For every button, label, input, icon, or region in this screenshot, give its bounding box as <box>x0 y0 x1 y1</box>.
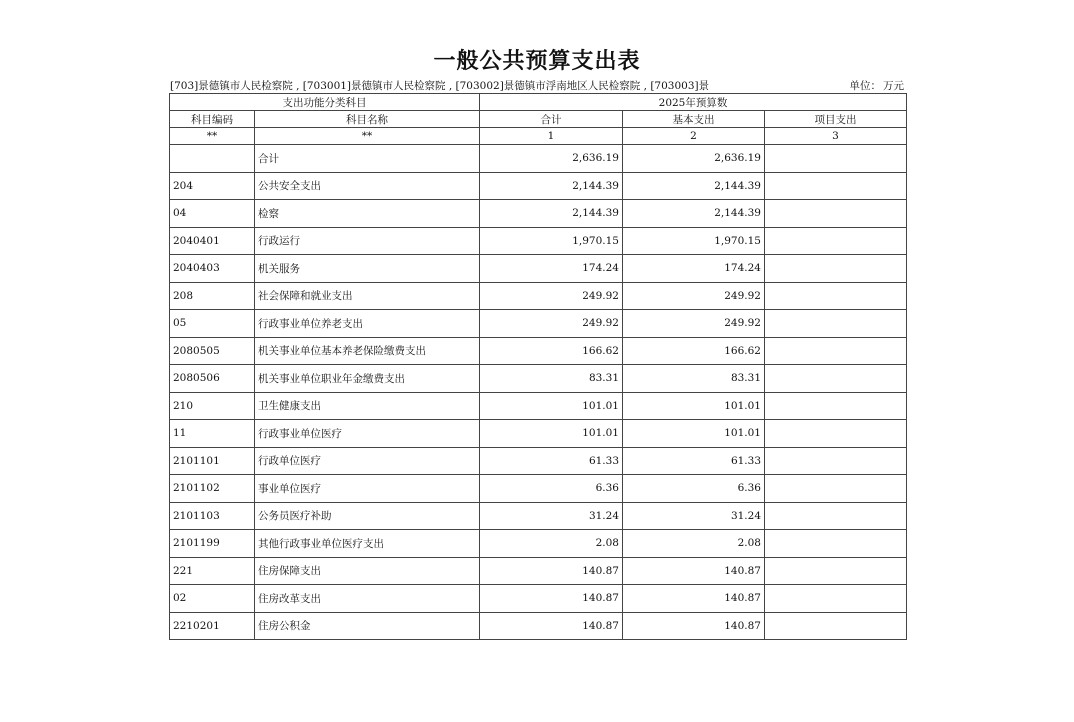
cell-code: 2080506 <box>170 365 255 393</box>
cell-project <box>765 502 907 530</box>
cell-basic: 174.24 <box>623 255 765 283</box>
cell-code: 2040403 <box>170 255 255 283</box>
cell-total: 2,144.39 <box>480 200 623 228</box>
cell-code: 221 <box>170 557 255 585</box>
cell-total: 61.33 <box>480 447 623 475</box>
table-row <box>170 255 907 283</box>
table-row <box>170 612 907 640</box>
cell-total: 174.24 <box>480 255 623 283</box>
cell-code: 204 <box>170 172 255 200</box>
table-row <box>170 447 907 475</box>
header-row-group <box>170 94 907 111</box>
table-subheader <box>170 78 906 92</box>
cell-name: 公务员医疗补助 <box>255 502 480 530</box>
table-row <box>170 475 907 503</box>
cell-total: 6.36 <box>480 475 623 503</box>
header-budget-year: 2025年预算数 <box>480 94 907 111</box>
cell-basic: 101.01 <box>623 420 765 448</box>
cell-basic: 140.87 <box>623 585 765 613</box>
cell-total: 140.87 <box>480 612 623 640</box>
cell-code: 210 <box>170 392 255 420</box>
cell-code: 2101101 <box>170 447 255 475</box>
page-title: 一般公共预算支出表 <box>433 49 641 74</box>
unit-note <box>850 78 905 93</box>
unit-label: 单位： <box>849 80 881 92</box>
cell-code: 208 <box>170 282 255 310</box>
cell-project <box>765 365 907 393</box>
header-function-classification: 支出功能分类科目 <box>170 94 480 111</box>
table-row <box>170 557 907 585</box>
header-total: 合计 <box>480 111 623 128</box>
cell-basic: 140.87 <box>623 612 765 640</box>
table-row <box>170 310 907 338</box>
cell-basic: 249.92 <box>623 310 765 338</box>
cell-total: 101.01 <box>480 392 623 420</box>
cell-name: 住房公积金 <box>255 612 480 640</box>
table-row <box>170 585 907 613</box>
cell-basic: 61.33 <box>623 447 765 475</box>
cell-project <box>765 145 907 173</box>
cell-name: 行政事业单位医疗 <box>255 420 480 448</box>
cell-basic: 1,970.15 <box>623 227 765 255</box>
cell-project <box>765 420 907 448</box>
cell-code: 2040401 <box>170 227 255 255</box>
cell-name: 其他行政事业单位医疗支出 <box>255 530 480 558</box>
table-row <box>170 392 907 420</box>
cell-name: 行政事业单位养老支出 <box>255 310 480 338</box>
cell-code: 11 <box>170 420 255 448</box>
cell-code <box>170 145 255 173</box>
index-total: 1 <box>480 128 623 145</box>
cell-basic: 2.08 <box>623 530 765 558</box>
cell-name: 社会保障和就业支出 <box>255 282 480 310</box>
cell-project <box>765 310 907 338</box>
cell-basic: 2,144.39 <box>623 172 765 200</box>
cell-project <box>765 612 907 640</box>
cell-basic: 2,144.39 <box>623 200 765 228</box>
table-body <box>170 145 907 640</box>
budget-table <box>169 93 907 640</box>
cell-code: 2101103 <box>170 502 255 530</box>
organization-line: [703]景德镇市人民检察院 , [703001]景德镇市人民检察院 , [703002]景德镇市浮南地区人民检察院 , [703003]景 <box>170 80 710 92</box>
cell-name: 机关事业单位基本养老保险缴费支出 <box>255 337 480 365</box>
index-name: ** <box>255 128 480 145</box>
index-basic: 2 <box>623 128 765 145</box>
cell-total: 2,636.19 <box>480 145 623 173</box>
cell-name: 行政运行 <box>255 227 480 255</box>
cell-total: 249.92 <box>480 282 623 310</box>
header-row-columns <box>170 111 907 128</box>
cell-name: 合计 <box>255 145 480 173</box>
cell-total: 166.62 <box>480 337 623 365</box>
unit-value: 万元 <box>883 80 904 92</box>
index-code: ** <box>170 128 255 145</box>
table-row <box>170 530 907 558</box>
table-row <box>170 282 907 310</box>
cell-basic: 6.36 <box>623 475 765 503</box>
table-row <box>170 502 907 530</box>
cell-code: 04 <box>170 200 255 228</box>
cell-project <box>765 227 907 255</box>
cell-name: 检察 <box>255 200 480 228</box>
table-row <box>170 337 907 365</box>
header-basic: 基本支出 <box>623 111 765 128</box>
cell-total: 249.92 <box>480 310 623 338</box>
cell-code: 2101102 <box>170 475 255 503</box>
cell-basic: 166.62 <box>623 337 765 365</box>
cell-project <box>765 530 907 558</box>
cell-name: 住房改革支出 <box>255 585 480 613</box>
cell-project <box>765 200 907 228</box>
cell-project <box>765 282 907 310</box>
cell-basic: 31.24 <box>623 502 765 530</box>
cell-total: 140.87 <box>480 585 623 613</box>
cell-name: 机关服务 <box>255 255 480 283</box>
cell-code: 02 <box>170 585 255 613</box>
cell-total: 1,970.15 <box>480 227 623 255</box>
cell-project <box>765 447 907 475</box>
cell-basic: 83.31 <box>623 365 765 393</box>
cell-project <box>765 392 907 420</box>
cell-name: 公共安全支出 <box>255 172 480 200</box>
cell-project <box>765 585 907 613</box>
cell-total: 2,144.39 <box>480 172 623 200</box>
cell-project <box>765 557 907 585</box>
table-row <box>170 172 907 200</box>
cell-basic: 2,636.19 <box>623 145 765 173</box>
cell-name: 卫生健康支出 <box>255 392 480 420</box>
header-project: 项目支出 <box>765 111 907 128</box>
header-name: 科目名称 <box>255 111 480 128</box>
cell-total: 31.24 <box>480 502 623 530</box>
cell-basic: 249.92 <box>623 282 765 310</box>
table-row <box>170 227 907 255</box>
cell-project <box>765 255 907 283</box>
cell-total: 140.87 <box>480 557 623 585</box>
index-project: 3 <box>765 128 907 145</box>
table-row <box>170 365 907 393</box>
cell-code: 2101199 <box>170 530 255 558</box>
cell-code: 2080505 <box>170 337 255 365</box>
cell-project <box>765 337 907 365</box>
cell-code: 2210201 <box>170 612 255 640</box>
cell-total: 101.01 <box>480 420 623 448</box>
cell-name: 住房保障支出 <box>255 557 480 585</box>
table-row <box>170 420 907 448</box>
cell-project <box>765 172 907 200</box>
table-row <box>170 145 907 173</box>
header-code: 科目编码 <box>170 111 255 128</box>
cell-basic: 140.87 <box>623 557 765 585</box>
cell-code: 05 <box>170 310 255 338</box>
table-row <box>170 200 907 228</box>
cell-name: 事业单位医疗 <box>255 475 480 503</box>
cell-basic: 101.01 <box>623 392 765 420</box>
header-row-index <box>170 128 907 145</box>
cell-total: 2.08 <box>480 530 623 558</box>
cell-name: 行政单位医疗 <box>255 447 480 475</box>
cell-total: 83.31 <box>480 365 623 393</box>
cell-project <box>765 475 907 503</box>
cell-name: 机关事业单位职业年金缴费支出 <box>255 365 480 393</box>
